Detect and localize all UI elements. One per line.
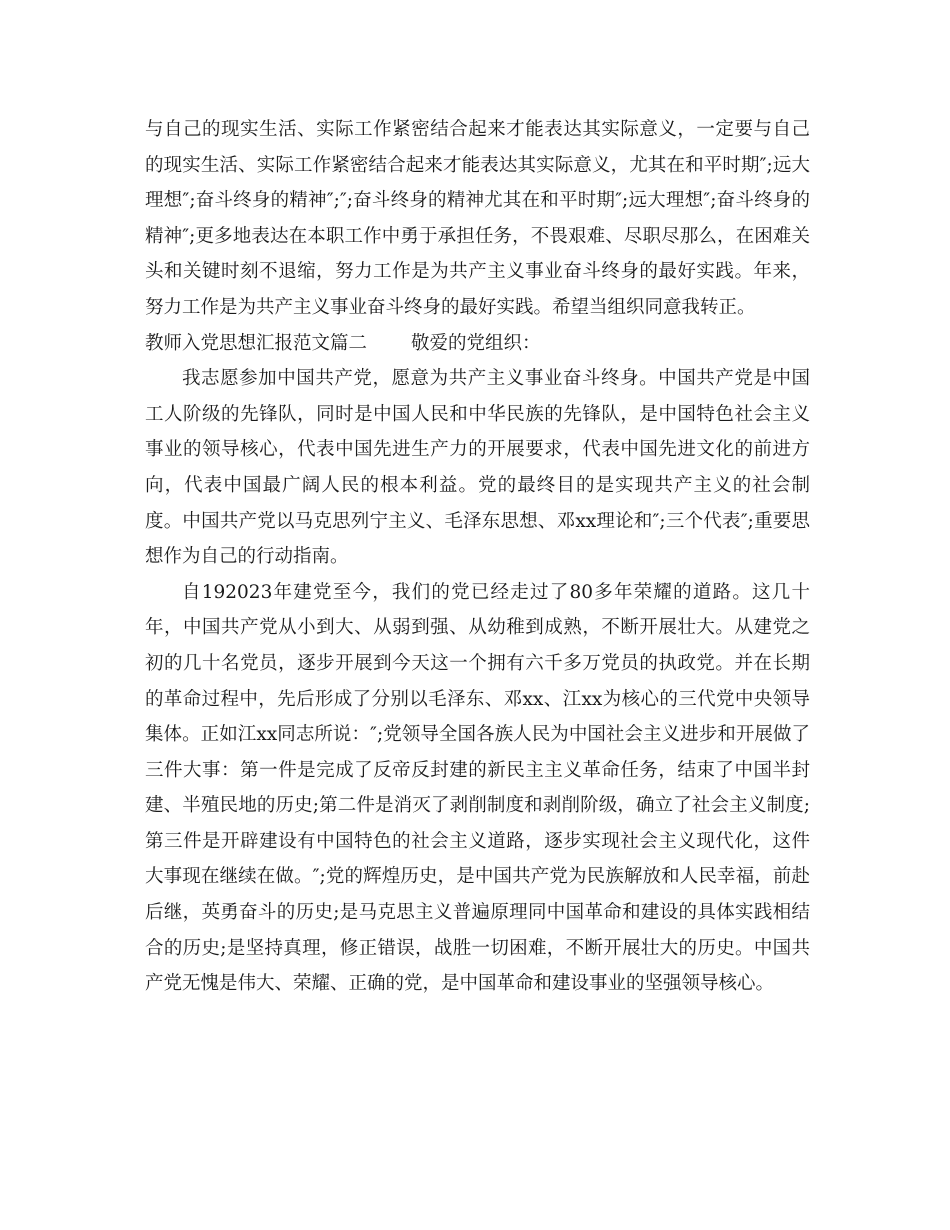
section-heading: [145, 326, 810, 362]
document-page: [145, 112, 810, 1002]
paragraph-1: 与自己的现实生活、实际工作紧密结合起来才能表达其实际意义，一定要与自己的现实生活、实际工作紧密结合起来才能表达其实际意义，尤其在和平时期″;远大理想″;奋斗终身的精神″;″;奋斗终身的精神尤其在和平时期″;远大理想″;奋斗终身的精神″;更多地表达在本职工作中勇于承担任务，不畏艰难、尽职尽那么，在困难关头和关键时刻不退缩，努力工作是为共产主义事业奋斗终身的最好实践。年来，努力工作是为共产主义事业奋斗终身的最好实践。希望当组织同意我转正。: [145, 119, 810, 318]
salutation: 敬爱的党组织：: [411, 332, 541, 354]
paragraph-2: 我志愿参加中国共产党，愿意为共产主义事业奋斗终身。中国共产党是中国工人阶级的先锋队，同时是中国人民和中华民族的先锋队，是中国特色社会主义事业的领导核心，代表中国先进生产力的开展要求，代表中国先进文化的前进方向，代表中国最广阔人民的根本利益。党的最终目的是实现共产主义的社会制度。中国共产党以马克思列宁主义、毛泽东思想、邓xx理论和″;三个代表″;重要思想作为自己的行动指南。: [145, 368, 810, 568]
section-title: 教师入党思想汇报范文篇二: [145, 332, 368, 354]
paragraph-3: 自192023年建党至今，我们的党已经走过了80多年荣耀的道路。这几十年，中国共产党从小到大、从弱到强、从幼稚到成熟，不断开展壮大。从建党之初的几十名党员，逐步开展到今天这一个拥有六千多万党员的执政党。并在长期的革命过程中，先后形成了分别以毛泽东、邓xx、江xx为核心的三代党中央领导集体。正如江xx同志所说：″;党领导全国各族人民为中国社会主义进步和开展做了三件大事：第一件是完成了反帝反封建的新民主主义革命任务，结束了中国半封建、半殖民地的历史;第二件是消灭了剥削制度和剥削阶级，确立了社会主义制度;第三件是开辟建设有中国特色的社会主义道路，逐步实现社会主义现代化，这件大事现在继续在做。″;党的辉煌历史，是中国共产党为民族解放和人民幸福，前赴后继，英勇奋斗的历史;是马克思主义普遍原理同中国革命和建设的具体实践相结合的历史;是坚持真理，修正错误，战胜一切困难，不断开展壮大的历史。中国共产党无愧是伟大、荣耀、正确的党，是中国革命和建设事业的坚强领导核心。: [145, 581, 810, 995]
